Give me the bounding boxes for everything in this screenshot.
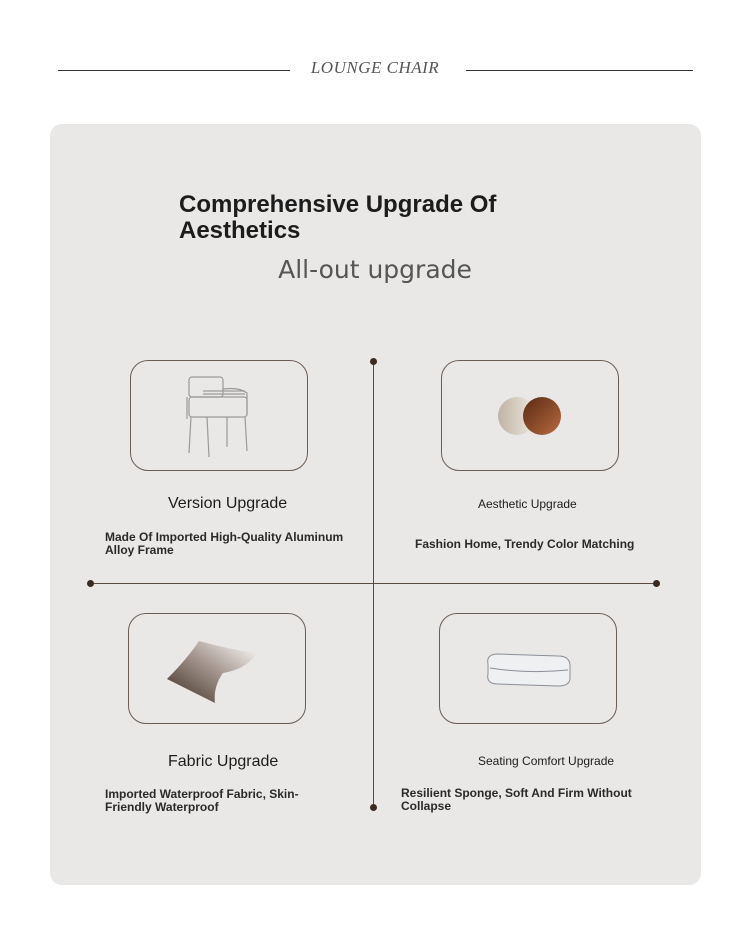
feature-desc-fabric: Imported Waterproof Fabric, Skin-Friendly Waterproof — [105, 787, 299, 814]
divider-dot-right — [653, 580, 660, 587]
vertical-divider — [373, 361, 374, 807]
feature-desc-aesthetic: Fashion Home, Trendy Color Matching — [415, 537, 635, 551]
feature-card-aesthetic — [441, 360, 619, 471]
chair-icon — [179, 371, 259, 461]
divider-dot-bottom — [370, 804, 377, 811]
divider-dot-top — [370, 358, 377, 365]
cushion-icon — [478, 644, 578, 694]
header-rule-left — [58, 70, 290, 71]
feature-title-fabric: Fabric Upgrade — [168, 753, 279, 770]
horizontal-divider — [90, 583, 656, 584]
feature-title-aesthetic: Aesthetic Upgrade — [478, 497, 577, 511]
feature-title-version: Version Upgrade — [168, 495, 288, 512]
section-heading: Comprehensive Upgrade Of Aesthetics — [179, 191, 497, 244]
feature-card-fabric — [128, 613, 306, 724]
section-subheading: All-out upgrade — [278, 255, 472, 284]
feature-card-seating — [439, 613, 617, 724]
fabric-icon — [157, 629, 277, 709]
divider-dot-left — [87, 580, 94, 587]
header-rule-right — [466, 70, 693, 71]
color-swatch-icon — [495, 395, 565, 437]
feature-desc-version: Made Of Imported High-Quality Aluminum Alloy Frame — [105, 530, 344, 557]
page-title: LOUNGE CHAIR — [310, 58, 440, 77]
feature-card-version — [130, 360, 308, 471]
feature-title-seating: Seating Comfort Upgrade — [478, 754, 615, 768]
feature-desc-seating: Resilient Sponge, Soft And Firm Without Collapse — [401, 786, 632, 813]
